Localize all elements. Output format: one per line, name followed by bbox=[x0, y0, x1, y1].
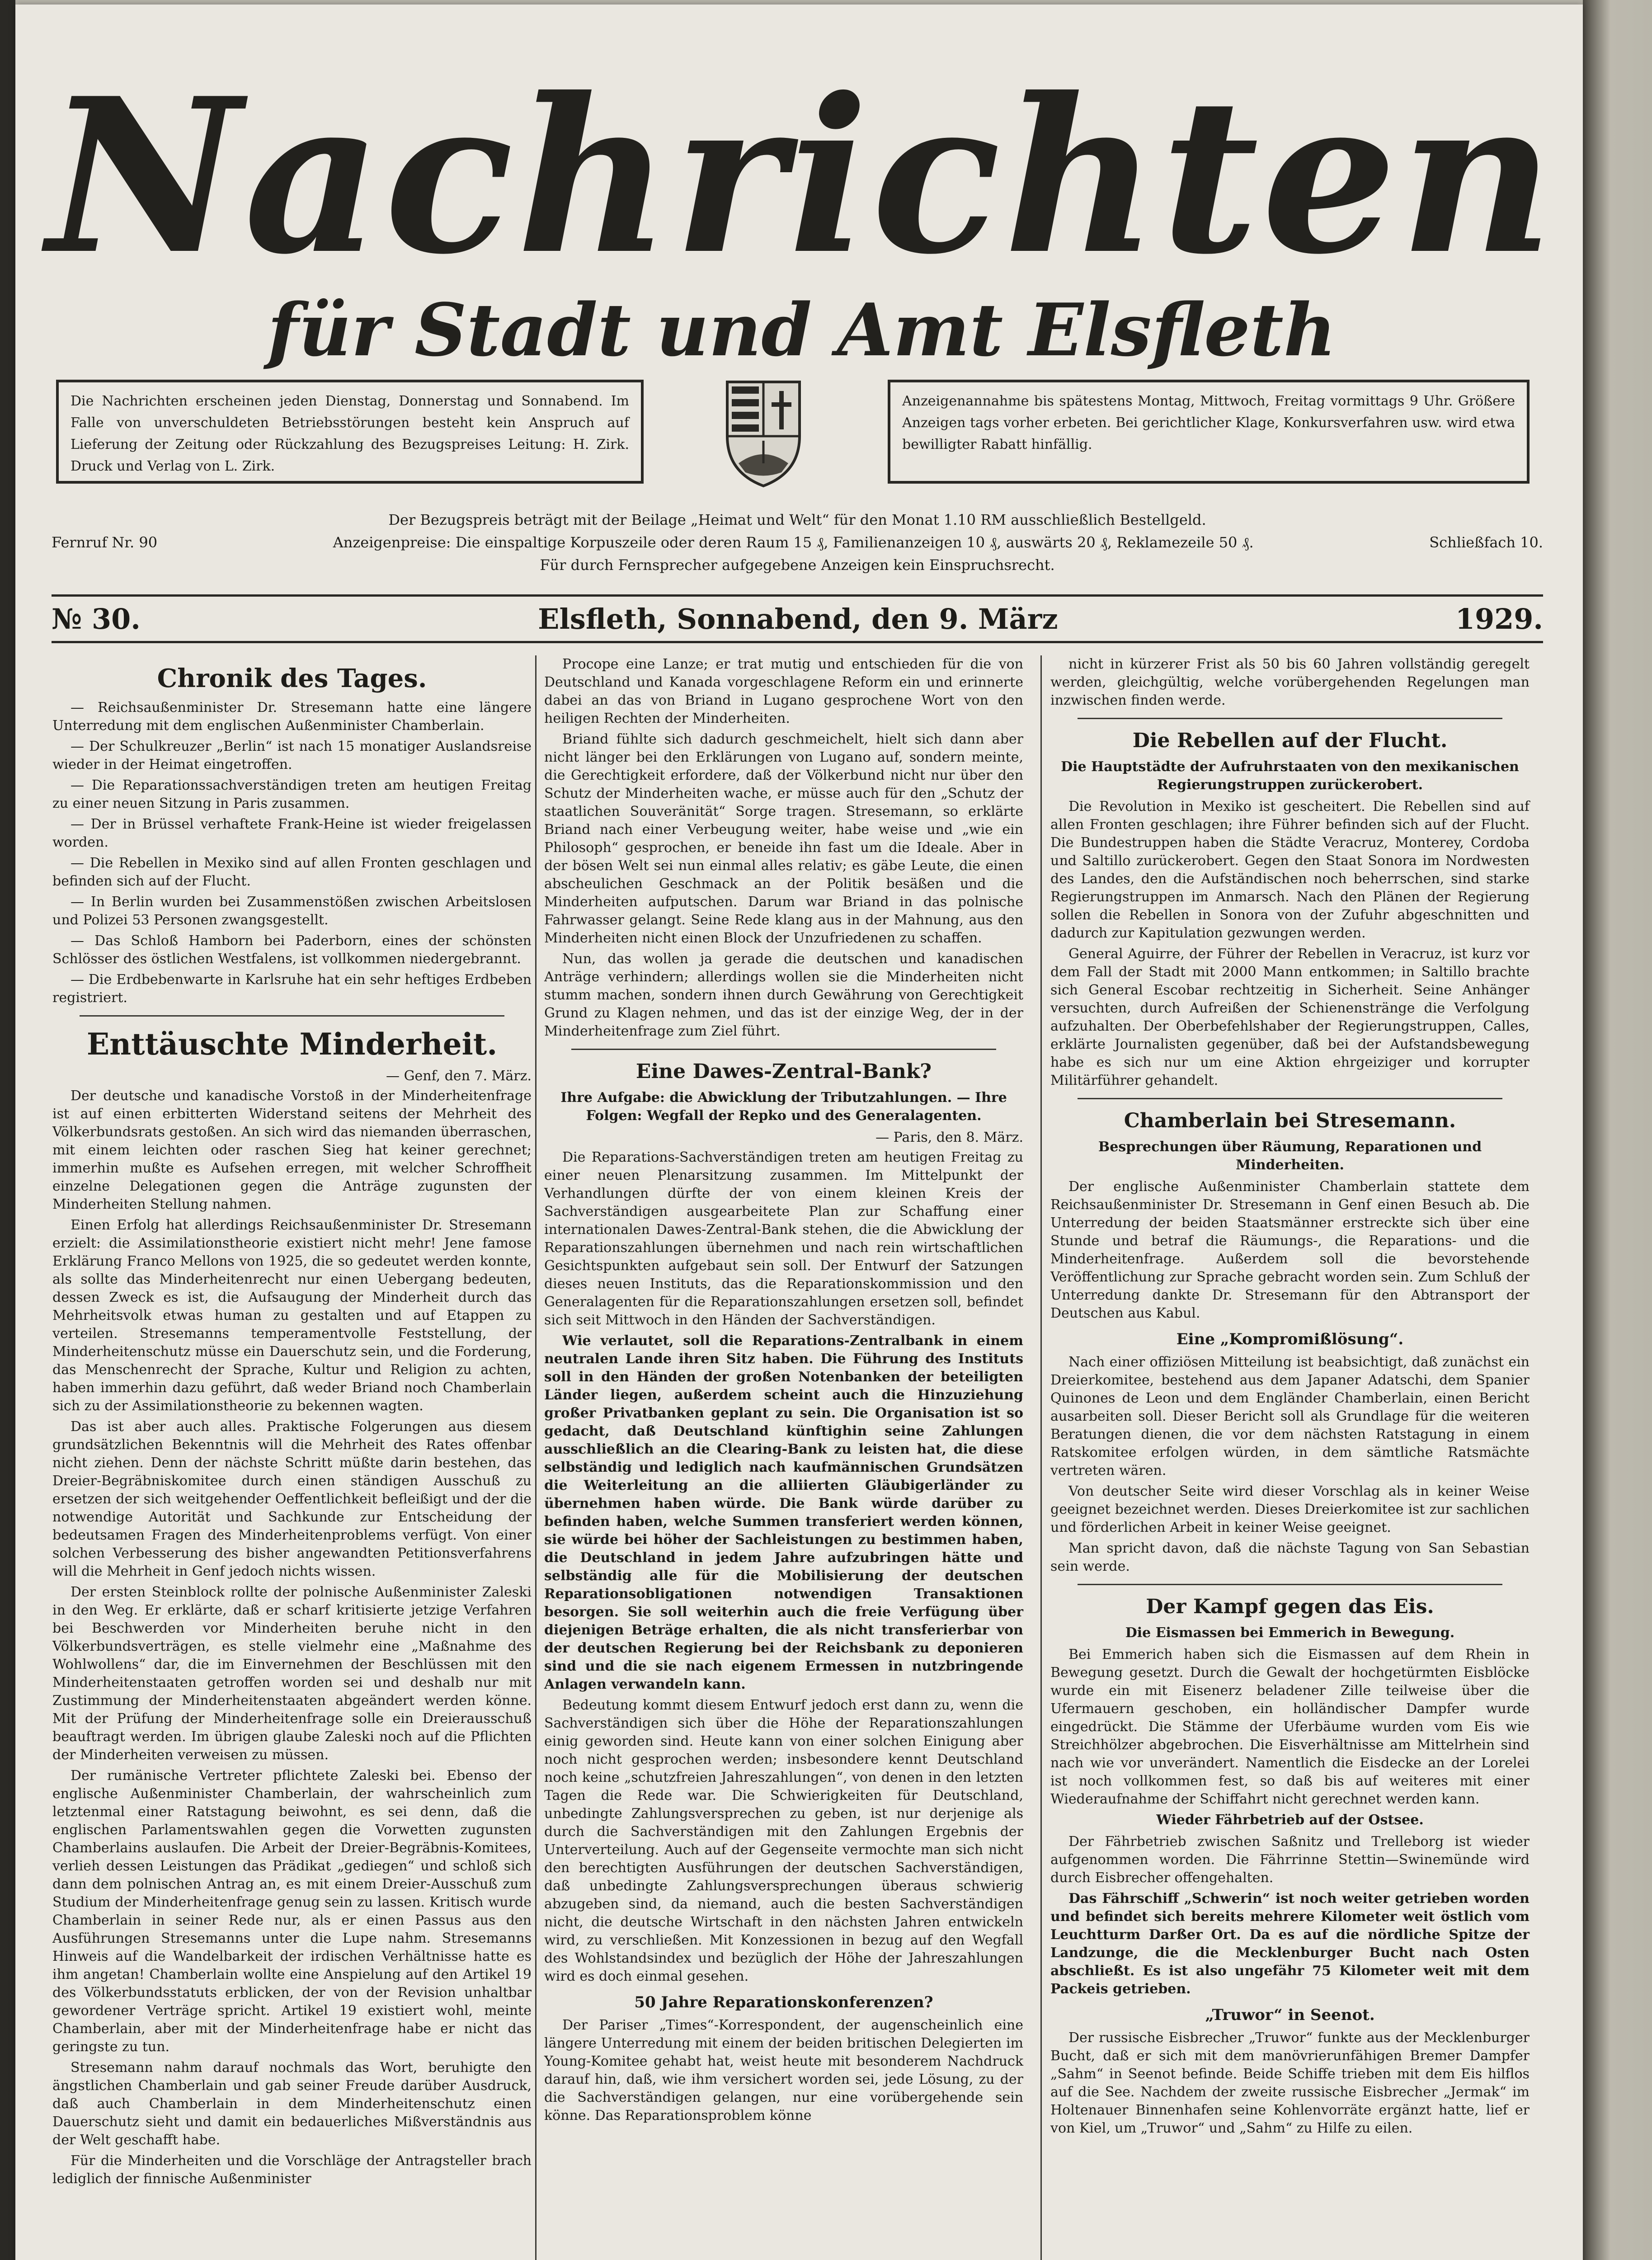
article-paragraph: Man spricht davon, daß die nächste Tagung von San Sebastian sein werde. bbox=[1050, 1540, 1530, 1574]
article-title-chamberlain: Chamberlain bei Stresemann. bbox=[1124, 1109, 1456, 1132]
article-subtitle: Wieder Fährbetrieb auf der Ostsee. bbox=[1156, 1812, 1424, 1828]
article-title-rebellen: Die Rebellen auf der Flucht. bbox=[1132, 729, 1448, 752]
article-paragraph: Procope eine Lanze; er trat mutig und entschieden für die von Deutschland und Kanada vorgeschlagene Reform ein und erinnerte dabei an das von Briand in Lugano gesprochene Wort von den heiligen Rechten der Minderheiten. bbox=[544, 656, 1023, 726]
article-subtitle: Besprechungen über Räumung, Reparationen und Minderheiten. bbox=[1098, 1139, 1482, 1173]
ad-price-row bbox=[52, 531, 1543, 554]
masthead-subtitle: für Stadt und Amt Elsfleth bbox=[267, 287, 1337, 372]
article-title-kompromiss: Eine „Kompromißlösung“. bbox=[1176, 1330, 1404, 1348]
phone-ads-note: Für durch Fernsprecher aufgegebene Anzeigen kein Einspruchsrecht. bbox=[540, 556, 1055, 574]
chronik-item: — Die Reparationssachverständigen treten am heutigen Freitag zu einer neuen Sitzung in Paris zusammen. bbox=[52, 777, 532, 811]
ad-prices: Anzeigenpreise: Die einspaltige Korpuszeile oder deren Raum 15 ₰, Familienanzeigen 10 ₰, auswärts 20 ₰, Reklamezeile 50 ₰. bbox=[333, 534, 1254, 551]
article-paragraph: Briand fühlte sich dadurch geschmeichelt, hielt sich dann aber nicht länger bei den Erklärungen von Lugano auf, sondern meinte, die Gerechtigkeit erfordere, daß der Völkerbund nicht nur über den Schutz der Minderheiten wache, er müsse auch für den „Schutz der staatlichen Souveränität“ Sorge tragen. Stresemann, so erklärte Briand nach einer Verbeugung weiter, habe weise und „wie ein Philosoph“ gesprochen, er beneide ihn fast um die Ideale. Aber in der bösen Welt sei nun einmal alles relativ; es gäbe Leute, die einen abscheulichen Geschmack an der Politik besäßen und die Minderheiten aufputschen. Darum war Briand in das polnische Fahrwasser gelangt. Seine Rede klang aus in der Mahnung, aus den Minderheiten nicht einen Block der Unzufriedenen zu schaffen. bbox=[544, 731, 1023, 946]
article-paragraph: Wie verlautet, soll die Reparations-Zentralbank in einem neutralen Lande ihren Sitz haben. Die Führung des Instituts soll in den Händen der großen Notenbanken der beteiligten Länder liegen, außerdem scheint auch die Hinzuziehung großer Privatbanken geplant zu sein. Die Organisation ist so gedacht, daß Deutschland künftighin seine Zahlungen ausschließlich an die Clearing-Bank zu leisten hat, die diese selbständig und lediglich nach kaufmännischen Grundsätzen die Weiterleitung an die alliierten Gläubigerländer zu übernehmen haben würde. Die Bank würde darüber zu befinden haben, welche Summen transferiert werden können, sie würde bei höher der Sachleistungen zu bestimmen haben, die Deutschland in jedem Jahre aufzubringen hätte und selbständig alle für die Mobilisierung der deutschen Reparationsobligationen notwendigen Transaktionen besorgen. Sie soll weiterhin auch die freie Verfügung über diejenigen Beträge erhalten, die als nicht transferierbar von der deutschen Regierung bei der Reichsbank zu deponieren sind und die sie nach eigenem Ermessen in nutzbringende Anlagen verwandeln kann. bbox=[544, 1333, 1023, 1692]
article-separator bbox=[80, 1015, 504, 1017]
chronik-item: — Das Schloß Hamborn bei Paderborn, eines der schönsten Schlösser des östlichen Westfalens, ist vollkommen niedergebrannt. bbox=[52, 933, 532, 967]
column-divider bbox=[1040, 655, 1042, 2260]
article-subtitle: Die Eismassen bei Emmerich in Bewegung. bbox=[1125, 1625, 1455, 1641]
article-paragraph: Die Reparations-Sachverständigen treten am heutigen Freitag zu einer neuen Plenarsitzung zusammen. Im Mittelpunkt der Verhandlungen dürfte der von einem kleinen Kreis der Sachverständigen ausgearbeitete Plan zur Schaffung einer internationalen Dawes-Zentral-Bank stehen, die die Abwicklung der Reparationszahlungen übernehmen und nach rein wirtschaftlichen Gesichtspunkten aufgebaut sein soll. Der Entwurf der Satzungen dieses neuen Instituts, das die Reparationskommission und den Generalagenten für die Reparationszahlungen ersetzen soll, befindet sich seit Mittwoch in den Händen der Sachverständigen. bbox=[544, 1149, 1023, 1328]
chronik-item: — Der Schulkreuzer „Berlin“ ist nach 15 monatiger Auslandsreise wieder in der Heimat eingetroffen. bbox=[52, 739, 532, 772]
article-paragraph: Bedeutung kommt diesem Entwurf jedoch erst dann zu, wenn die Sachverständigen sich über die Höhe der Reparationszahlungen einig geworden sind. Heute kann von einer solchen Einigung aber noch nicht gesprochen werden; insbesondere kennt Deutschland noch keine „schutzfreien Jahreszahlungen“, von denen in den letzten Tagen die Rede war. Die Schwierigkeiten für Deutschland, unbedingte Zahlungsversprechen zu geben, ist nur derjenige als durch die Sachverständigen mit den Zahlungen Ergebnis der Unterverteilung. Auch auf der Gegenseite vermochte man sich nicht den berechtigten Ausführungen der deutschen Sachverständigen, daß unbedingte Zahlungsversprechungen überaus schwierig abzugeben sind, da niemand, auch die besten Sachverständigen nicht, die deutsche Wirtschaft in den nächsten Jahren entwickeln wird, zu verschließen. Mit Konzessionen in bezug auf den Wegfall des Wohlstandsindex und bezüglich der Höhe der Jahreszahlungen wird es doch einmal gesehen. bbox=[544, 1697, 1023, 1984]
dateline-top-rule bbox=[52, 594, 1543, 597]
article-subtitle: Die Hauptstädte der Aufruhrstaaten von den mexikanischen Regierungstruppen zurückerobert. bbox=[1061, 759, 1519, 793]
article-paragraph: Stresemann nahm darauf nochmals das Wort, beruhigte den ängstlichen Chamberlain und gab seiner Freude darüber Ausdruck, daß auch Chamberlain in dem Minderheitenschutz einen Dauerschutz sieht und damit ein bedauerliches Mißverständnis aus der Welt geschafft habe. bbox=[52, 2060, 532, 2148]
article-title-fifty-years: 50 Jahre Reparationskonferenzen? bbox=[634, 1993, 933, 2011]
article-dateline: — Genf, den 7. März. bbox=[386, 1068, 532, 1084]
article-paragraph: General Aguirre, der Führer der Rebellen in Veracruz, ist kurz vor dem Fall der Stadt mit 2000 Mann entkommen; in Saltillo brachte sich General Escobar rechtzeitig in Sicherheit. Seine Anhänger versuchten, durch Aufreißen der Schienenstränge die Verfolgung aufzuhalten. Der Oberbefehlshaber der Regierungstruppen, Calles, erklärte Journalisten gegenüber, daß bei der Aufstandsbewegung habe es sich nur um eine Aktion ehrgeiziger und korrupter Militärführer gehandelt. bbox=[1050, 946, 1530, 1088]
article-paragraph: Das ist aber auch alles. Praktische Folgerungen aus diesem grundsätzlichen Bekenntnis will die Mehrheit des Rates offenbar nicht ziehen. Denn der nächste Schritt müßte darin bestehen, das Dreier-Begräbniskomitee durch einen ständigen Ausschuß zu ersetzen der sich weitgehender Oeffentlichkeit befleißigt und der die notwendige Autorität und Sachkunde zur Entscheidung der bedeutsamen Fragen des Minderheitenproblems verfügt. Von einer solchen Verbesserung des bisher angewandten Petitionsverfahrens will die Mehrheit in Genf jedoch nichts wissen. bbox=[52, 1419, 532, 1579]
chronik-item: — Der in Brüssel verhaftete Frank-Heine ist wieder freigelassen worden. bbox=[52, 816, 532, 850]
article-paragraph: Das Fährschiff „Schwerin“ ist noch weiter getrieben worden und befindet sich bereits mehrere Kilometer weit östlich vom Leuchtturm Darßer Ort. Da es auf die nördliche Spitze der Landzunge, die die Mecklenburger Bucht nach Osten abschließt. Es ist also ungefähr 75 Kilometer weit mit dem Packeis getrieben. bbox=[1050, 1891, 1530, 1997]
article-paragraph: Nun, das wollen ja gerade die deutschen und kanadischen Anträge verhindern; allerdings wollen sie die Minderheiten nicht stumm machen, sondern ihnen durch Gewährung von Gerechtigkeit Grund zu Klagen nehmen, und das ist der einzige Weg, der in der Minderheitenfrage zum Ziel führt. bbox=[544, 951, 1023, 1039]
issue-number: № 30. bbox=[52, 603, 141, 636]
adjacent-page-edge bbox=[0, 0, 15, 2260]
issue-year: 1929. bbox=[1455, 603, 1543, 636]
column-1 bbox=[52, 655, 532, 2191]
article-subtitle: Ihre Aufgabe: die Abwicklung der Tributzahlungen. — Ihre Folgen: Wegfall der Repko und des Generalagenten. bbox=[560, 1090, 1007, 1124]
article-paragraph: Der russische Eisbrecher „Truwor“ funkte aus der Mecklenburger Bucht, daß er sich mit dem manövrierunfähigen Bremer Dampfer „Sahm“ in Seenot befinde. Beide Schiffe trieben mit dem Eis hilflos auf die See. Nachdem der zweite russische Eisbrecher „Jermak“ im Holtenauer Binnenhafen seine Kohlenvorräte ergänzt hatte, lief er von Kiel, um „Truwor“ und „Sahm“ zu Hilfe zu eilen. bbox=[1050, 2030, 1530, 2136]
po-box: Schließfach 10. bbox=[1429, 534, 1543, 551]
article-paragraph: Nach einer offiziösen Mitteilung ist beabsichtigt, daß zunächst ein Dreierkomitee, bestehend aus dem Japaner Adatschi, dem Spanier Quinones de Leon und dem Engländer Chamberlain, einen Bericht ausarbeiten soll. Dieser Bericht soll als Grundlage für die weiteren Beratungen dienen, die vor dem nächsten Ratstagung in einem Ratskomitee erfolgen würden, in dem sämtliche Ratsmächte vertreten wären. bbox=[1050, 1354, 1530, 1478]
column-divider bbox=[535, 655, 537, 2260]
article-separator bbox=[1078, 1584, 1502, 1585]
article-paragraph: Bei Emmerich haben sich die Eismassen auf dem Rhein in Bewegung gesetzt. Durch die Gewalt der hochgetürmten Eisblöcke wurde ein mit Eisenerz beladener Zille teilweise über die Ufermauern geschoben, ein holländischer Dampfer wurde eingedrückt. Die Stämme der Uferbäume wurden vom Eis wie Streichhölzer abgebrochen. Die Eisverhältnisse am Mittelrhein sind nach wie vor unverändert. Namentlich die Eisdecke an der Lorelei ist noch vollkommen fest, so daß bis auf weiteres mit einer Wiederaufnahme der Schiffahrt nicht gerechnet werden kann. bbox=[1050, 1647, 1530, 1807]
article-title-minderheit: Enttäuschte Minderheit. bbox=[86, 1026, 498, 1062]
chronik-item: — Reichsaußenminister Dr. Stresemann hatte eine längere Unterredung mit dem englischen Außenminister Chamberlain. bbox=[52, 700, 532, 734]
article-paragraph: Einen Erfolg hat allerdings Reichsaußenminister Dr. Stresemann erzielt: die Assimilationstheorie existiert nicht mehr! Jene famose Erklärung Franco Mellons von 1925, die so gedeutet werden konnte, als sollte das Minderheitenrecht nur einen Uebergang bedeuten, dessen Zweck es ist, die Aufsaugung der Minderheit durch das Mehrheitsvolk etwas human zu gestalten und auf Etappen zu verteilen. Stresemanns temperamentvolle Feststellung, der Minderheitenschutz müsse ein Dauerschutz sein, und die Forderung, das Menschenrecht der Sprache, Kultur und Religion zu achten, haben immerhin dazu geführt, daß weder Briand noch Chamberlain sich zu der Assimilationstheorie zu bekennen wagten. bbox=[52, 1217, 532, 1414]
newspaper-page bbox=[15, 5, 1583, 2260]
article-title-dawes: Eine Dawes-Zentral-Bank? bbox=[635, 1060, 932, 1083]
article-paragraph: Der rumänische Vertreter pflichtete Zaleski bei. Ebenso der englische Außenminister Chamberlain, der wahrscheinlich zum letztenmal einer Ratstagung beiwohnt, es sei denn, daß die englischen Parlamentswahlen gegen die Vorwetten zugunsten Chamberlains auslaufen. Die Arbeit der Dreier-Begräbnis-Komitees, verlieh dessen Leistungen das Prädikat „gediegen“ und schloß sich dann dem polnischen Antrag an, es mit einem Dreier-Ausschuß zum Studium der Minderheitenfrage genug sein zu lassen. Kritisch wurde Chamberlain in seiner Rede nur, als er einen Passus aus den Ausführungen Stresemanns unter die Lupe nahm. Stresemanns Hinweis auf die Wandelbarkeit der irdischen Verhältnisse hatte es ihm angetan! Chamberlain wollte eine Anspielung auf den Artikel 19 des Völkerbundsstatuts erblicken, der von der Revision unhaltbar gewordener Verträge spricht. Artikel 19 existiert wohl, meinte Chamberlain, aber mit der Minderheitenfrage habe er nicht das geringste zu tun. bbox=[52, 1768, 532, 2055]
subscription-price-line: Der Bezugspreis beträgt mit der Beilage „Heimat und Welt“ für den Monat 1.10 RM ausschließlich Bestellgeld. bbox=[388, 511, 1206, 528]
phone-number: Fernruf Nr. 90 bbox=[52, 534, 158, 551]
masthead-title: Nachrichten bbox=[47, 52, 1557, 301]
column-3 bbox=[1050, 655, 1530, 2140]
article-paragraph: Die Revolution in Mexiko ist gescheitert. Die Rebellen sind auf allen Fronten geschlagen; ihre Führer befinden sich auf der Flucht. Die Bundestruppen haben die Städte Veracruz, Monterey, Cordoba und Saltillo zurückerobert. Gegen den Staat Sonora im Nordwesten des Landes, den die Aufständischen noch beherrschen, sind starke Regierungstruppen im Anmarsch. Nach den Plänen der Regierung sollen die Rebellen in Sonora von der Zufuhr abgeschnitten und dadurch zur Kapitulation gezwungen werden. bbox=[1050, 799, 1530, 941]
issue-place-date: Elsfleth, Sonnabend, den 9. März bbox=[538, 603, 1058, 636]
article-title-eis: Der Kampf gegen das Eis. bbox=[1146, 1595, 1434, 1618]
article-title-truwor: „Truwor“ in Seenot. bbox=[1205, 2006, 1375, 2024]
chronik-item: — In Berlin wurden bei Zusammenstößen zwischen Arbeitslosen und Polizei 53 Personen zwangsgestellt. bbox=[52, 894, 532, 928]
article-separator bbox=[571, 1049, 996, 1050]
subscription-info bbox=[52, 508, 1543, 576]
advertising-info-box: Anzeigenannahme bis spätestens Montag, Mittwoch, Freitag vormittags 9 Uhr. Größere Anzeigen tags vorher erbeten. Bei gerichtlicher Klage, Konkursverfahren usw. wird etwa bewilligter Rabatt hinfällig. bbox=[888, 380, 1530, 484]
article-dateline: — Paris, den 8. März. bbox=[875, 1130, 1023, 1145]
dateline bbox=[52, 601, 1543, 637]
article-paragraph: Der englische Außenminister Chamberlain stattete dem Reichsaußenminister Dr. Stresemann in Genf einen Besuch ab. Die Unterredung der beiden Staatsmänner erstreckte sich über eine Stunde und betraf die Räumungs-, die Reparations- und die Minderheitenfrage. Außerdem soll die bevorstehende Veröffentlichung zur Sprache gebracht worden sein. Zum Schluß der Unterredung dankte Dr. Stresemann für den Abtransport der Deutschen aus Kabul. bbox=[1050, 1179, 1530, 1321]
chronik-item: — Die Rebellen in Mexiko sind auf allen Fronten geschlagen und befinden sich auf der Flucht. bbox=[52, 855, 532, 889]
coat-of-arms-icon bbox=[718, 373, 809, 490]
chronik-item: — Die Erdbebenwarte in Karlsruhe hat ein sehr heftiges Erdbeben registriert. bbox=[52, 972, 532, 1006]
article-paragraph: Von deutscher Seite wird dieser Vorschlag als in keiner Weise geeignet bezeichnet werden. Dieses Dreierkomitee ist zur sachlichen und förderlichen Arbeit in keiner Weise geeignet. bbox=[1050, 1483, 1530, 1535]
article-title-chronik: Chronik des Tages. bbox=[157, 664, 427, 693]
dateline-bottom-rule bbox=[52, 641, 1543, 643]
article-paragraph: nicht in kürzerer Frist als 50 bis 60 Jahren vollständig geregelt werden, gleichgültig, welche vorübergehenden Regelungen man inzwischen finden werde. bbox=[1050, 656, 1530, 708]
article-paragraph: Der Fährbetrieb zwischen Saßnitz und Trelleborg ist wieder aufgenommen worden. Die Fährrinne Stettin—Swinemünde wird durch Eisbrecher offengehalten. bbox=[1050, 1834, 1530, 1886]
article-separator bbox=[1078, 1098, 1502, 1099]
page-shadow bbox=[1583, 0, 1652, 2260]
article-paragraph: Der deutsche und kanadische Vorstoß in der Minderheitenfrage ist auf einen erbitterten Widerstand seitens der Mehrheit des Völkerbundsrats gestoßen. An sich wird das niemanden überraschen, mit einem leichten oder raschen Sieg hat keiner gerechnet; immerhin mußte es Aufsehen erregen, mit welcher Schroffheit einzelne Delegationen gegen die Anträge zugunsten der Minderheiten Stellung nahmen. bbox=[52, 1088, 532, 1212]
publication-info-box: Die Nachrichten erscheinen jeden Dienstag, Donnerstag und Sonnabend. Im Falle von unverschuldeten Betriebsstörungen besteht kein Anspruch auf Lieferung der Zeitung oder Rückzahlung des Bezugspreises Leitung: H. Zirk. Druck und Verlag von L. Zirk. bbox=[56, 380, 644, 484]
column-2 bbox=[544, 655, 1023, 2128]
article-paragraph: Der Pariser „Times“-Korrespondent, der augenscheinlich eine längere Unterredung mit einem der beiden britischen Delegierten im Young-Komitee gehabt hat, weist heute mit besonderem Nachdruck darauf hin, daß, wie ihm versichert worden sei, jede Lösung, zu der die Sachverständigen gelangen, nur eine vorübergehende sein könne. Das Reparationsproblem könne bbox=[544, 2017, 1023, 2123]
article-paragraph: Für die Minderheiten und die Vorschläge der Antragsteller brach lediglich der finnische Außenminister bbox=[52, 2153, 532, 2187]
article-separator bbox=[1078, 718, 1502, 719]
article-paragraph: Der ersten Steinblock rollte der polnische Außenminister Zaleski in den Weg. Er erklärte, daß er scharf kritisierte jetzige Verfahren bei Beschwerden vor Minderheiten beruhe nicht in den Völkerbundsverträgen, es stelle vielmehr eine „Maßnahme des Wohlwollens“ dar, die im Einvernehmen der Beschlüssen mit den Minderheitenstaaten getroffen worden sei und deshalb nur mit Zustimmung der Minderheitenstaaten abgeändert werden könne. Mit der Prüfung der Minderheitenfrage solle ein Dreierausschuß beauftragt werden. Im übrigen glaube Zaleski noch auf die Pflichten der Minderheiten verweisen zu müssen. bbox=[52, 1584, 532, 1763]
